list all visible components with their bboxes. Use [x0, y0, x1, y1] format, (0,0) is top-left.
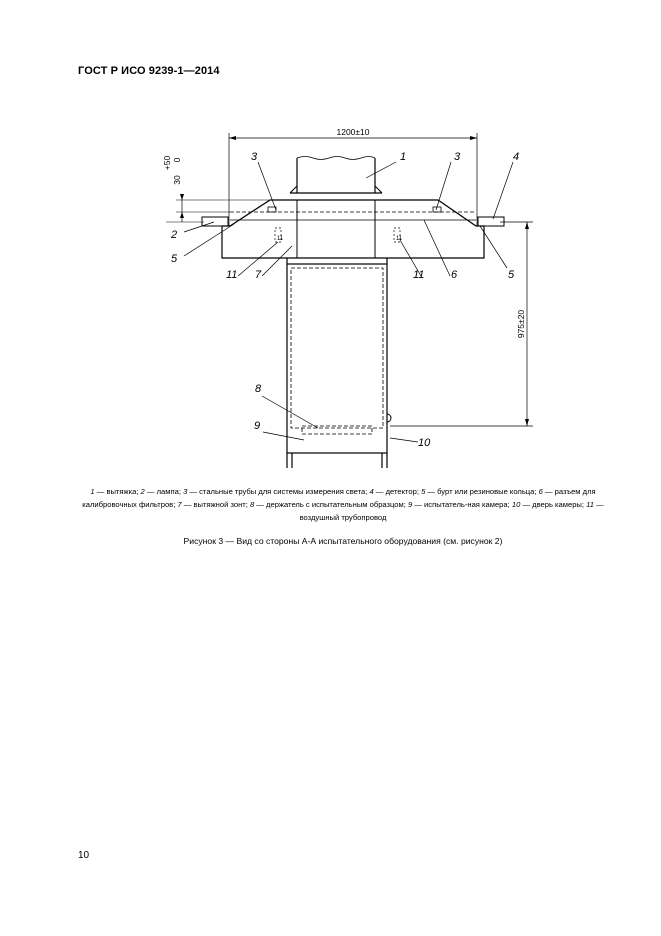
- figure-caption: Рисунок 3 — Вид со стороны А-А испытательного оборудования (см. рисунок 2): [183, 536, 503, 546]
- legend-item: 9 — испытатель-ная камера;: [407, 500, 510, 509]
- legend-item: 10 — дверь камеры;: [511, 500, 584, 509]
- figure-legend: [78, 485, 608, 524]
- chamber-inner: [291, 268, 383, 428]
- callout-3-right: 3: [454, 151, 461, 163]
- exhaust-duct: [297, 158, 375, 193]
- air-duct-mark-right: 11: [396, 236, 403, 242]
- height-dim-text: 975±20: [516, 309, 526, 339]
- legend-item: 7 — вытяжной зонт;: [177, 500, 248, 509]
- tol-plus-text: +50: [162, 155, 172, 171]
- detector: [478, 217, 504, 226]
- duct-break-line: [297, 157, 375, 160]
- callout-3-left: 3: [251, 151, 258, 163]
- callout-6: 6: [451, 269, 458, 281]
- legend-item: 2 — лампа;: [140, 487, 181, 496]
- callout-8: 8: [255, 383, 262, 395]
- callout-10: 10: [418, 437, 431, 449]
- callout-9: 9: [254, 420, 261, 432]
- callout-2: 2: [171, 229, 178, 241]
- offset-dim-text: 30: [172, 175, 182, 185]
- legend-item: 1 — вытяжка;: [90, 487, 139, 496]
- document-header: ГОСТ Р ИСО 9239-1—2014: [78, 65, 220, 77]
- specimen-holder: [302, 426, 372, 434]
- legend-item: 4 — детектор;: [369, 487, 419, 496]
- chamber-door-hinge: [387, 414, 391, 422]
- callout-4: 4: [513, 151, 520, 163]
- callout-11-left: 11: [226, 269, 238, 281]
- legend-item: 8 — держатель с испытательным образцом;: [249, 500, 406, 509]
- air-duct-mark-left: 11: [277, 236, 284, 242]
- width-dim-text: 1200±10: [336, 127, 370, 137]
- legend-item: 11 — воздушный трубопровод: [299, 500, 604, 522]
- callout-1: 1: [400, 151, 407, 163]
- exhaust-hood: [222, 200, 484, 258]
- callout-5-left: 5: [171, 253, 178, 265]
- legend-item: 5 — бурт или резиновые кольца;: [421, 487, 537, 496]
- test-chamber: [287, 264, 387, 453]
- callout-5-right: 5: [508, 269, 515, 281]
- callout-11-right: 11: [413, 269, 425, 281]
- tol-zero-text: 0: [172, 157, 182, 163]
- page-number: 10: [78, 850, 90, 861]
- callout-7: 7: [255, 269, 262, 281]
- legend-item: 3 — стальные трубы для системы измерения света;: [183, 487, 368, 496]
- legend-item: 6 — разъем для калибровочных фильтров;: [82, 487, 596, 509]
